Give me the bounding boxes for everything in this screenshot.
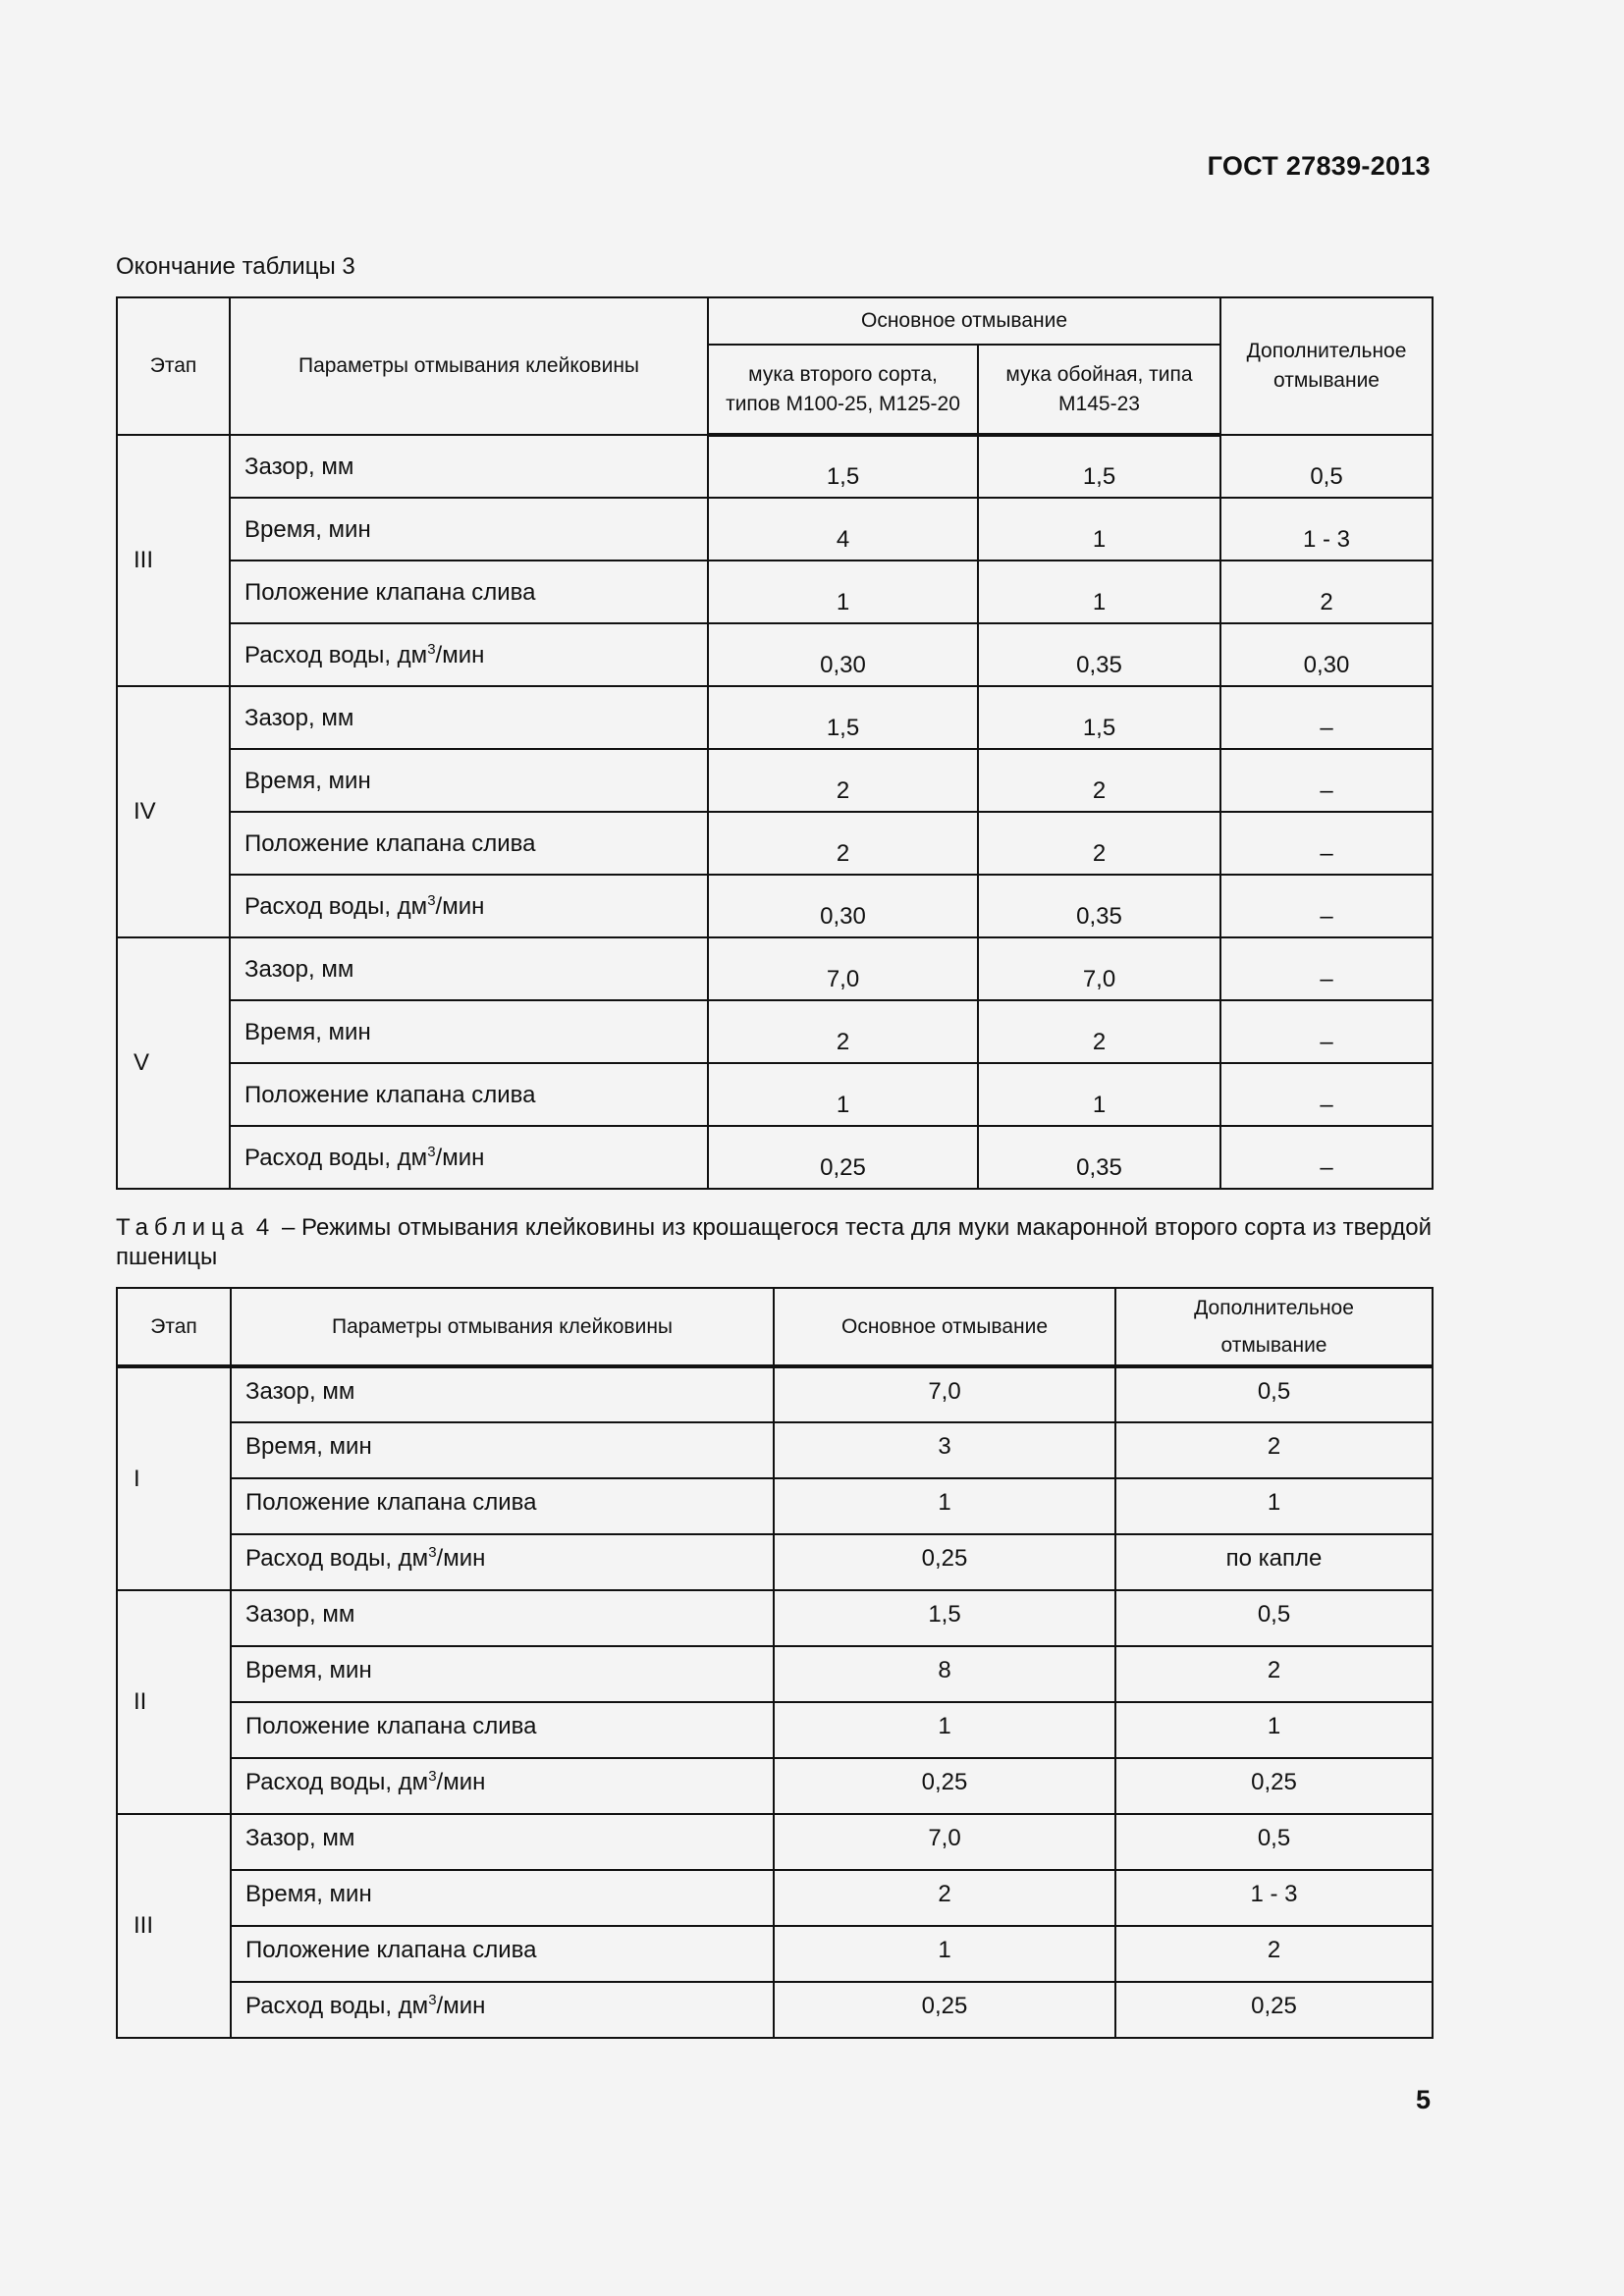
value-cell: 0,35 — [978, 1126, 1220, 1189]
table-row — [117, 498, 1433, 561]
table4-body — [117, 1366, 1433, 2038]
value-cell: 1 — [708, 1063, 978, 1126]
value-cell: 0,5 — [1115, 1590, 1433, 1646]
table-row — [117, 1478, 1433, 1534]
value-cell: 7,0 — [774, 1814, 1115, 1870]
param-label: Положение клапана слива — [230, 561, 708, 623]
param-label: Зазор, мм — [231, 1366, 774, 1422]
value-cell: 2 — [708, 812, 978, 875]
table-row — [117, 686, 1433, 749]
table-row — [117, 1063, 1433, 1126]
table-row — [117, 749, 1433, 812]
value-cell: 1,5 — [978, 435, 1220, 498]
table4-caption — [116, 1213, 1432, 1272]
value-cell: 1 — [1115, 1478, 1433, 1534]
param-label: Положение клапана слива — [230, 1063, 708, 1126]
value-cell: 3 — [774, 1422, 1115, 1478]
value-cell: 1 — [1115, 1702, 1433, 1758]
value-cell: – — [1220, 749, 1433, 812]
param-label: Время, мин — [230, 749, 708, 812]
value-cell: 1 — [774, 1702, 1115, 1758]
table-row — [117, 435, 1433, 498]
table4-header-params: Параметры отмывания клейковины — [231, 1288, 774, 1366]
param-water-unit: /мин — [436, 1993, 486, 2019]
stage-cell: V — [117, 937, 230, 1189]
param-label: Время, мин — [231, 1422, 774, 1478]
value-cell: 2 — [978, 1000, 1220, 1063]
table-row — [117, 623, 1433, 686]
value-cell: – — [1220, 812, 1433, 875]
value-cell: 2 — [708, 1000, 978, 1063]
value-cell: 0,5 — [1220, 435, 1433, 498]
value-cell: 2 — [1115, 1646, 1433, 1702]
value-cell: 1 - 3 — [1115, 1870, 1433, 1926]
table-row — [117, 561, 1433, 623]
param-water-superscript: 3 — [427, 641, 436, 658]
table3 — [116, 296, 1434, 1190]
value-cell: – — [1220, 937, 1433, 1000]
value-cell: 1,5 — [708, 686, 978, 749]
table4-header-stage: Этап — [117, 1288, 231, 1366]
document-code: ГОСТ 27839-2013 — [1207, 151, 1431, 181]
value-cell: 0,25 — [774, 1534, 1115, 1590]
value-cell: 1,5 — [774, 1590, 1115, 1646]
table4-caption-text: – Режимы отмывания клейковины из крошащегося теста для муки макаронной второго сорта из твердой пшеницы — [116, 1214, 1432, 1270]
table3-caption: Окончание таблицы 3 — [116, 253, 355, 280]
param-water-text: Расход воды, дм — [245, 1993, 429, 2019]
table4 — [116, 1287, 1434, 2039]
page-number: 5 — [1415, 2085, 1431, 2114]
param-water-unit: /мин — [436, 1545, 486, 1572]
param-water-superscript: 3 — [428, 1544, 437, 1561]
param-water-superscript: 3 — [427, 1144, 436, 1160]
param-water-superscript: 3 — [427, 892, 436, 909]
value-cell: 0,30 — [708, 875, 978, 937]
param-water-text: Расход воды, дм — [245, 1545, 429, 1572]
table3-header-stage: Этап — [117, 297, 230, 435]
value-cell: 2 — [774, 1870, 1115, 1926]
value-cell: 0,35 — [978, 623, 1220, 686]
param-label — [230, 1126, 708, 1189]
value-cell: 0,30 — [708, 623, 978, 686]
stage-cell: III — [117, 1814, 231, 2038]
value-cell: 0,5 — [1115, 1814, 1433, 1870]
param-label: Время, мин — [231, 1646, 774, 1702]
param-water-text: Расход воды, дм — [244, 893, 428, 920]
table-row — [117, 1000, 1433, 1063]
value-cell: 7,0 — [978, 937, 1220, 1000]
value-cell: 1,5 — [978, 686, 1220, 749]
value-cell: 2 — [978, 812, 1220, 875]
table-row — [117, 1702, 1433, 1758]
param-label: Положение клапана слива — [231, 1702, 774, 1758]
table3-header-params: Параметры отмывания клейковины — [230, 297, 708, 435]
table4-caption-number: 4 — [255, 1214, 276, 1241]
table-row — [117, 1814, 1433, 1870]
table3-header-additional: Дополнительное отмывание — [1220, 297, 1433, 435]
table3-body — [117, 435, 1433, 1189]
table-row — [117, 812, 1433, 875]
value-cell: 7,0 — [774, 1366, 1115, 1422]
param-label: Время, мин — [231, 1870, 774, 1926]
value-cell: 2 — [1115, 1422, 1433, 1478]
param-water-text: Расход воды, дм — [244, 1145, 428, 1171]
value-cell: – — [1220, 875, 1433, 937]
value-cell: 2 — [1115, 1926, 1433, 1982]
param-water-unit: /мин — [435, 642, 485, 668]
value-cell: 0,5 — [1115, 1366, 1433, 1422]
value-cell: 2 — [978, 749, 1220, 812]
stage-cell: II — [117, 1590, 231, 1814]
value-cell: 1 - 3 — [1220, 498, 1433, 561]
table4-header-additional: Дополнительное отмывание — [1115, 1288, 1433, 1366]
param-label — [230, 875, 708, 937]
value-cell: 0,25 — [1115, 1982, 1433, 2038]
table-row — [117, 875, 1433, 937]
value-cell: 0,25 — [774, 1982, 1115, 2038]
value-cell: 1 — [774, 1478, 1115, 1534]
table-row — [117, 1126, 1433, 1189]
param-label: Зазор, мм — [230, 686, 708, 749]
table-row — [117, 1758, 1433, 1814]
table3-header-main: Основное отмывание — [708, 297, 1220, 345]
value-cell: 1 — [978, 1063, 1220, 1126]
table-row — [117, 937, 1433, 1000]
param-label: Время, мин — [230, 498, 708, 561]
table-row — [117, 1534, 1433, 1590]
value-cell: 8 — [774, 1646, 1115, 1702]
table3-header-main-sub2: мука обойная, типа М145-23 — [978, 345, 1220, 435]
param-label: Зазор, мм — [231, 1814, 774, 1870]
value-cell: 1,5 — [708, 435, 978, 498]
param-label: Положение клапана слива — [231, 1926, 774, 1982]
value-cell: – — [1220, 686, 1433, 749]
param-water-unit: /мин — [436, 1769, 486, 1795]
table-row — [117, 1366, 1433, 1422]
table-row — [117, 1646, 1433, 1702]
value-cell: – — [1220, 1000, 1433, 1063]
table3-header-main-sub1: мука второго сорта, типов М100-25, М125-20 — [708, 345, 978, 435]
value-cell: 4 — [708, 498, 978, 561]
param-label — [231, 1758, 774, 1814]
value-cell: – — [1220, 1126, 1433, 1189]
param-label — [231, 1534, 774, 1590]
param-water-superscript: 3 — [428, 1768, 437, 1785]
param-label: Время, мин — [230, 1000, 708, 1063]
value-cell: 0,25 — [708, 1126, 978, 1189]
value-cell: 0,25 — [1115, 1758, 1433, 1814]
table4-caption-label: Таблица — [116, 1214, 250, 1241]
value-cell: 2 — [708, 749, 978, 812]
stage-cell: I — [117, 1366, 231, 1590]
param-label: Положение клапана слива — [230, 812, 708, 875]
table-row — [117, 1926, 1433, 1982]
value-cell: – — [1220, 1063, 1433, 1126]
stage-cell: IV — [117, 686, 230, 937]
value-cell: 7,0 — [708, 937, 978, 1000]
table-row — [117, 1590, 1433, 1646]
param-label: Зазор, мм — [231, 1590, 774, 1646]
value-cell: 1 — [774, 1926, 1115, 1982]
value-cell: 0,25 — [774, 1758, 1115, 1814]
stage-cell: III — [117, 435, 230, 686]
param-water-text: Расход воды, дм — [245, 1769, 429, 1795]
param-water-text: Расход воды, дм — [244, 642, 428, 668]
table-row — [117, 1870, 1433, 1926]
value-cell: 1 — [978, 561, 1220, 623]
value-cell: 0,35 — [978, 875, 1220, 937]
param-label: Зазор, мм — [230, 435, 708, 498]
param-label: Зазор, мм — [230, 937, 708, 1000]
table-row — [117, 1422, 1433, 1478]
param-water-unit: /мин — [435, 1145, 485, 1171]
table4-header-main: Основное отмывание — [774, 1288, 1115, 1366]
param-label — [231, 1982, 774, 2038]
table-row — [117, 1982, 1433, 2038]
param-label: Положение клапана слива — [231, 1478, 774, 1534]
param-water-unit: /мин — [435, 893, 485, 920]
value-cell: по капле — [1115, 1534, 1433, 1590]
value-cell: 1 — [978, 498, 1220, 561]
param-label — [230, 623, 708, 686]
value-cell: 2 — [1220, 561, 1433, 623]
param-water-superscript: 3 — [428, 1992, 437, 2008]
value-cell: 0,30 — [1220, 623, 1433, 686]
value-cell: 1 — [708, 561, 978, 623]
